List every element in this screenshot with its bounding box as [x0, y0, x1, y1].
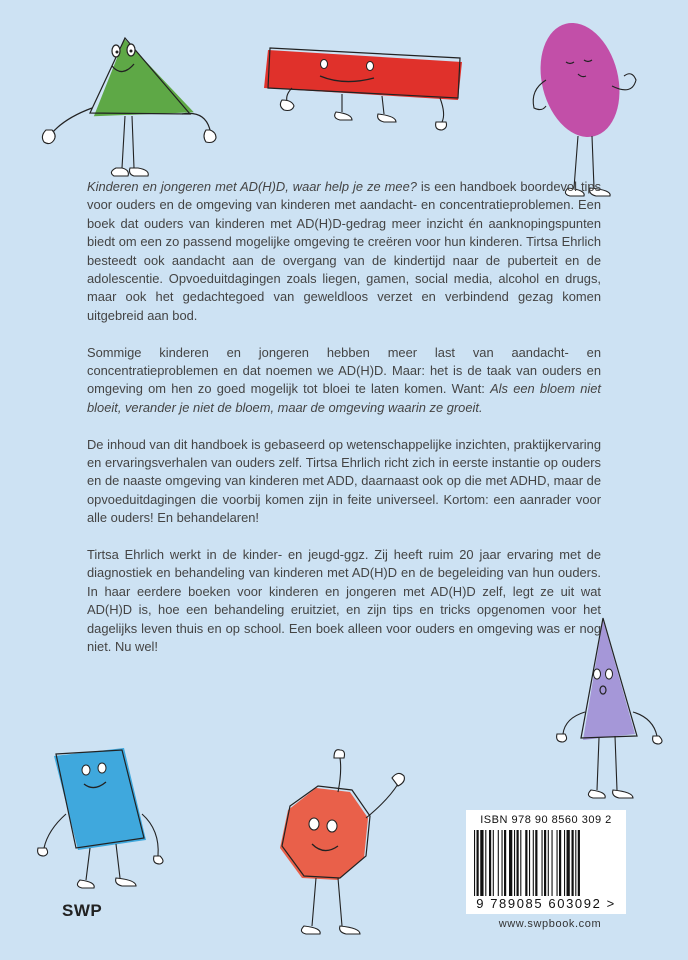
blurb-paragraph-3: De inhoud van dit handboek is gebaseerd op wetenschappelijke inzichten, praktijkervaring en ervaringsverhalen van ouders zelf. Tirtsa Ehrlich richt zich in eerste instantie op ouders en de naaste omgeving van kinderen met ADD, daarnaast ook op die met ADHD, maar de opvoeduitdagingen die voorbij komen zijn in feite universeel. Kortom: een aanrader voor alle ouders! En behandelaren! [87, 436, 601, 526]
publisher-logo: SWP [62, 901, 103, 920]
isbn-label: ISBN 978 90 8560 309 2 [480, 814, 612, 826]
blurb-paragraph-2: Sommige kinderen en jongeren hebben meer last van aandacht- en concentratieproblemen en dat noemen we AD(H)D. Maar: het is de taak van ouders en omgeving om hen zo goed mogelijk tot bloei te laten komen. Want: Als een bloem niet bloeit, verander je niet de bloem, maar de omgeving waarin ze groeit. [87, 344, 601, 415]
book-title-italic: Kinderen en jongeren met AD(H)D, waar help je ze mee? [87, 179, 417, 194]
green-triangle-character [30, 18, 240, 203]
back-cover-blurb [87, 178, 601, 675]
blue-parallelogram-character [30, 740, 180, 900]
publisher-website: www.swpbook.com [498, 918, 602, 930]
barcode-bars [472, 830, 620, 896]
red-rectangle-character [262, 34, 482, 144]
barcode-digits: 9 789085 603092 > [476, 896, 616, 911]
quote-italic: Als een bloem niet bloeit, verander je niet de bloem, maar de omgeving waarin ze groeit. [87, 381, 601, 415]
isbn-barcode [466, 810, 626, 914]
blurb-paragraph-1: Kinderen en jongeren met AD(H)D, waar help je ze mee? is een handboek boordevol tips voor ouders en de omgeving van kinderen met aandacht- en concentratieproblemen. Een boek dat ouders van kinderen met AD(H)D-gedrag meer inzicht én aanknopingspunten biedt om een zo passend mogelijke omgeving te creëren voor hun kinderen. Tirtsa Ehrlich besteedt ook aandacht aan de overgang van de kindertijd naar de puberteit en de adolescentie. Opvoeduitdagingen zoals liegen, gamen, social media, alcohol en drugs, maar ook het gedachtegoed van geweldloos verzet en verbindend gezag komen uitgebreid aan bod. [87, 179, 602, 323]
blurb-paragraph-4: Tirtsa Ehrlich werkt in de kinder- en jeugd-ggz. Zij heeft ruim 20 jaar ervaring met de diagnostiek en behandeling van kinderen met AD(H)D en de begeleiding van hun ouders. In haar eerdere boeken voor kinderen en jongeren met AD(H)D zelf, legt ze uit wat AD(H)D is, hoe een behandeling eruitziet, en zijn tips en tricks opgenomen voor het dagelijks leven thuis en op school. Een boek alleen voor ouders en omgeving was er nog niet. Nu wel! [87, 547, 601, 655]
orange-octagon-character [258, 748, 438, 948]
